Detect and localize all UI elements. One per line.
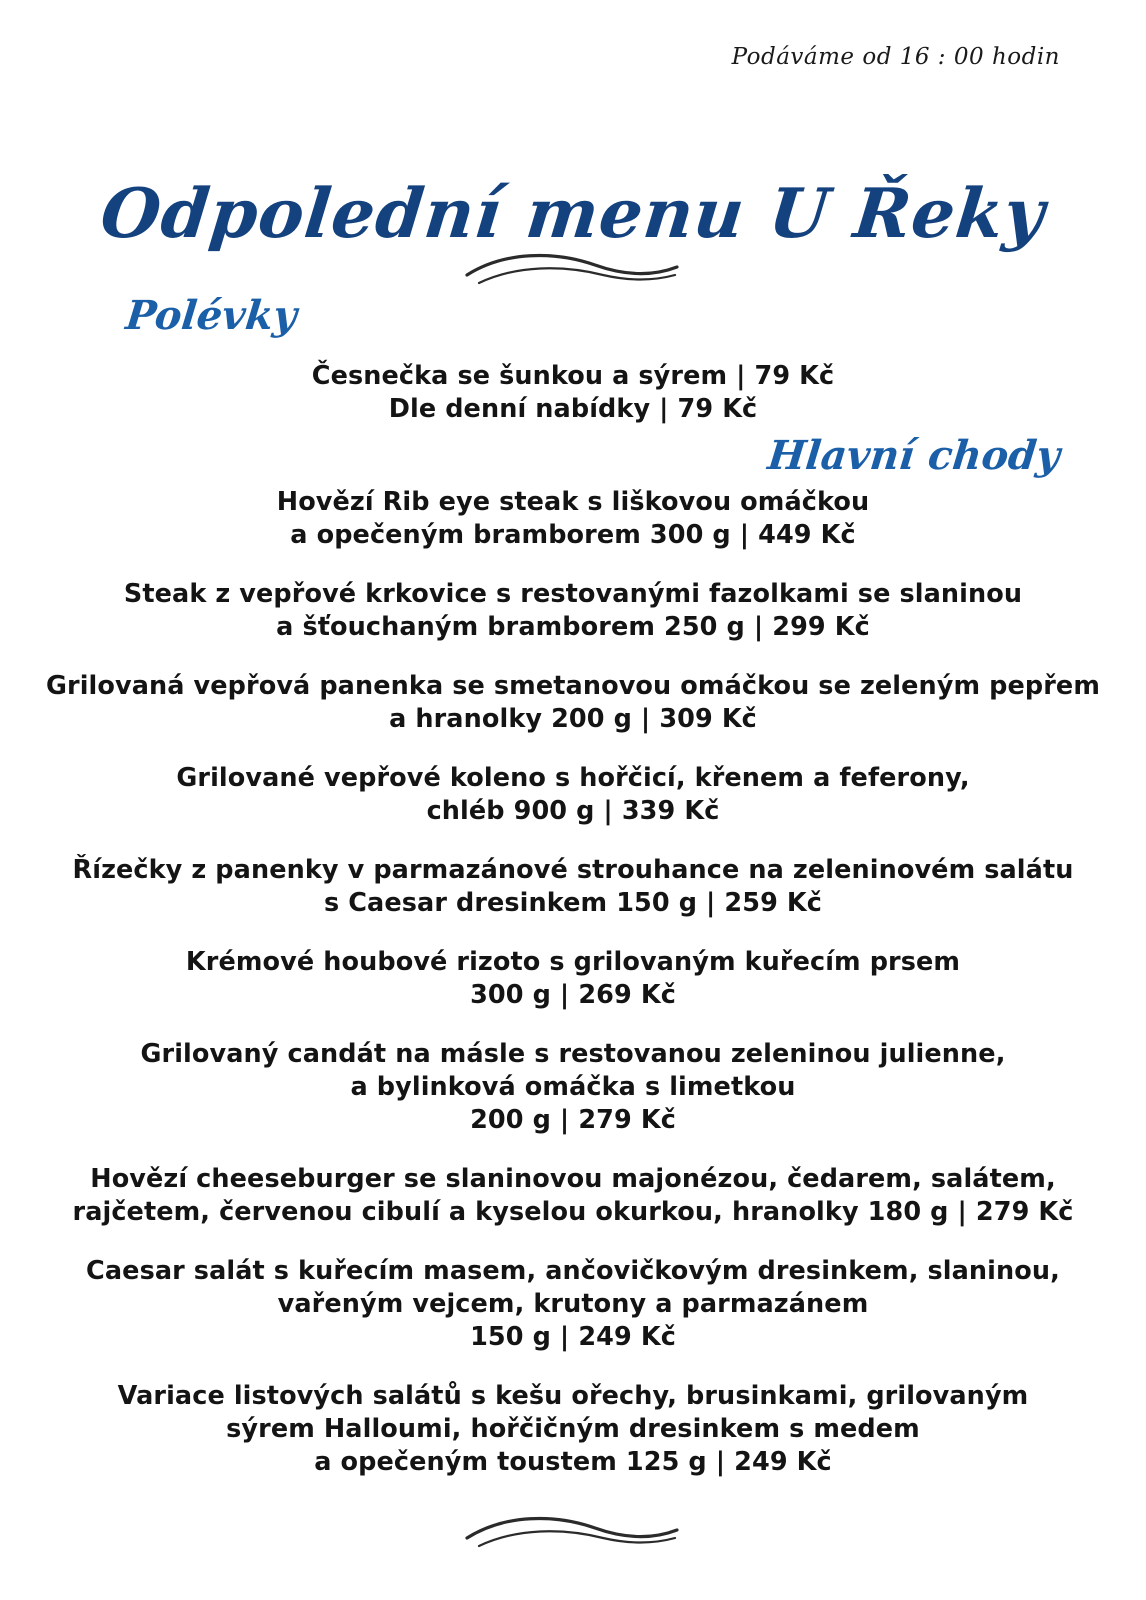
menu-item-line: Caesar salát s kuřecím masem, ančovičkovým dresinkem, slaninou, <box>86 1256 1060 1286</box>
menu-item <box>0 1380 1146 1479</box>
menu-item-line: Krémové houbové rizoto s grilovaným kuřecím prsem <box>185 947 961 977</box>
menu-item-line: Grilovaný candát na másle s restovanou zeleninou julienne, <box>140 1039 1006 1069</box>
wave-divider-icon-top <box>463 245 683 291</box>
menu-item-line: 150 g | 249 Kč <box>470 1322 676 1352</box>
menu-item-line: a opečeným toustem 125 g | 249 Kč <box>314 1447 832 1477</box>
menu-item-line: Dle denní nabídky | 79 Kč <box>388 394 758 424</box>
section-heading-main-courses: Hlavní chody <box>765 432 1063 479</box>
main-course-item-list <box>0 486 1146 1505</box>
serving-time-note: Podáváme od 16 : 00 hodin <box>731 44 1060 70</box>
menu-item-line: a bylinková omáčka s limetkou <box>350 1072 796 1102</box>
menu-item-line: Hovězí cheeseburger se slaninovou majonézou, čedarem, salátem, <box>90 1164 1056 1194</box>
menu-item-line: Variace listových salátů s kešu ořechy, brusinkami, grilovaným <box>117 1381 1029 1411</box>
menu-item <box>0 762 1146 828</box>
menu-item-line: rajčetem, červenou cibulí a kyselou okurkou, hranolky 180 g | 279 Kč <box>72 1197 1074 1227</box>
menu-item-line: Steak z vepřové krkovice s restovanými fazolkami se slaninou <box>123 579 1023 609</box>
menu-item <box>0 360 1146 393</box>
soup-item-list <box>0 360 1146 426</box>
menu-item <box>0 1255 1146 1354</box>
menu-item-line: vařeným vejcem, krutony a parmazánem <box>277 1289 869 1319</box>
menu-item <box>0 393 1146 426</box>
menu-item-line: s Caesar dresinkem 150 g | 259 Kč <box>323 888 823 918</box>
menu-item-line: Grilovaná vepřová panenka se smetanovou omáčkou se zeleným pepřem <box>45 671 1101 701</box>
page-title: Odpolední menu U Řeky <box>97 173 1049 254</box>
menu-item-line: Grilované vepřové koleno s hořčicí, křenem a feferony, <box>176 763 970 793</box>
menu-item <box>0 578 1146 644</box>
menu-item-line: 300 g | 269 Kč <box>470 980 676 1010</box>
menu-item-line: sýrem Halloumi, hořčičným dresinkem s medem <box>226 1414 920 1444</box>
menu-item <box>0 1038 1146 1137</box>
menu-item-line: a šťouchaným bramborem 250 g | 299 Kč <box>276 612 870 642</box>
menu-item-line: 200 g | 279 Kč <box>470 1105 676 1135</box>
menu-item-line: Řízečky z panenky v parmazánové strouhance na zeleninovém salátu <box>72 855 1074 885</box>
menu-item-line: Hovězí Rib eye steak s liškovou omáčkou <box>276 487 870 517</box>
menu-item <box>0 670 1146 736</box>
wave-divider-icon-bottom <box>463 1508 683 1554</box>
menu-item-line: chléb 900 g | 339 Kč <box>426 796 720 826</box>
menu-item <box>0 854 1146 920</box>
menu-item <box>0 1163 1146 1229</box>
menu-item <box>0 486 1146 552</box>
menu-item-line: Česnečka se šunkou a sýrem | 79 Kč <box>311 361 835 391</box>
section-heading-soups: Polévky <box>123 292 300 339</box>
menu-item <box>0 946 1146 1012</box>
menu-item-line: a hranolky 200 g | 309 Kč <box>389 704 757 734</box>
menu-item-line: a opečeným bramborem 300 g | 449 Kč <box>290 520 856 550</box>
